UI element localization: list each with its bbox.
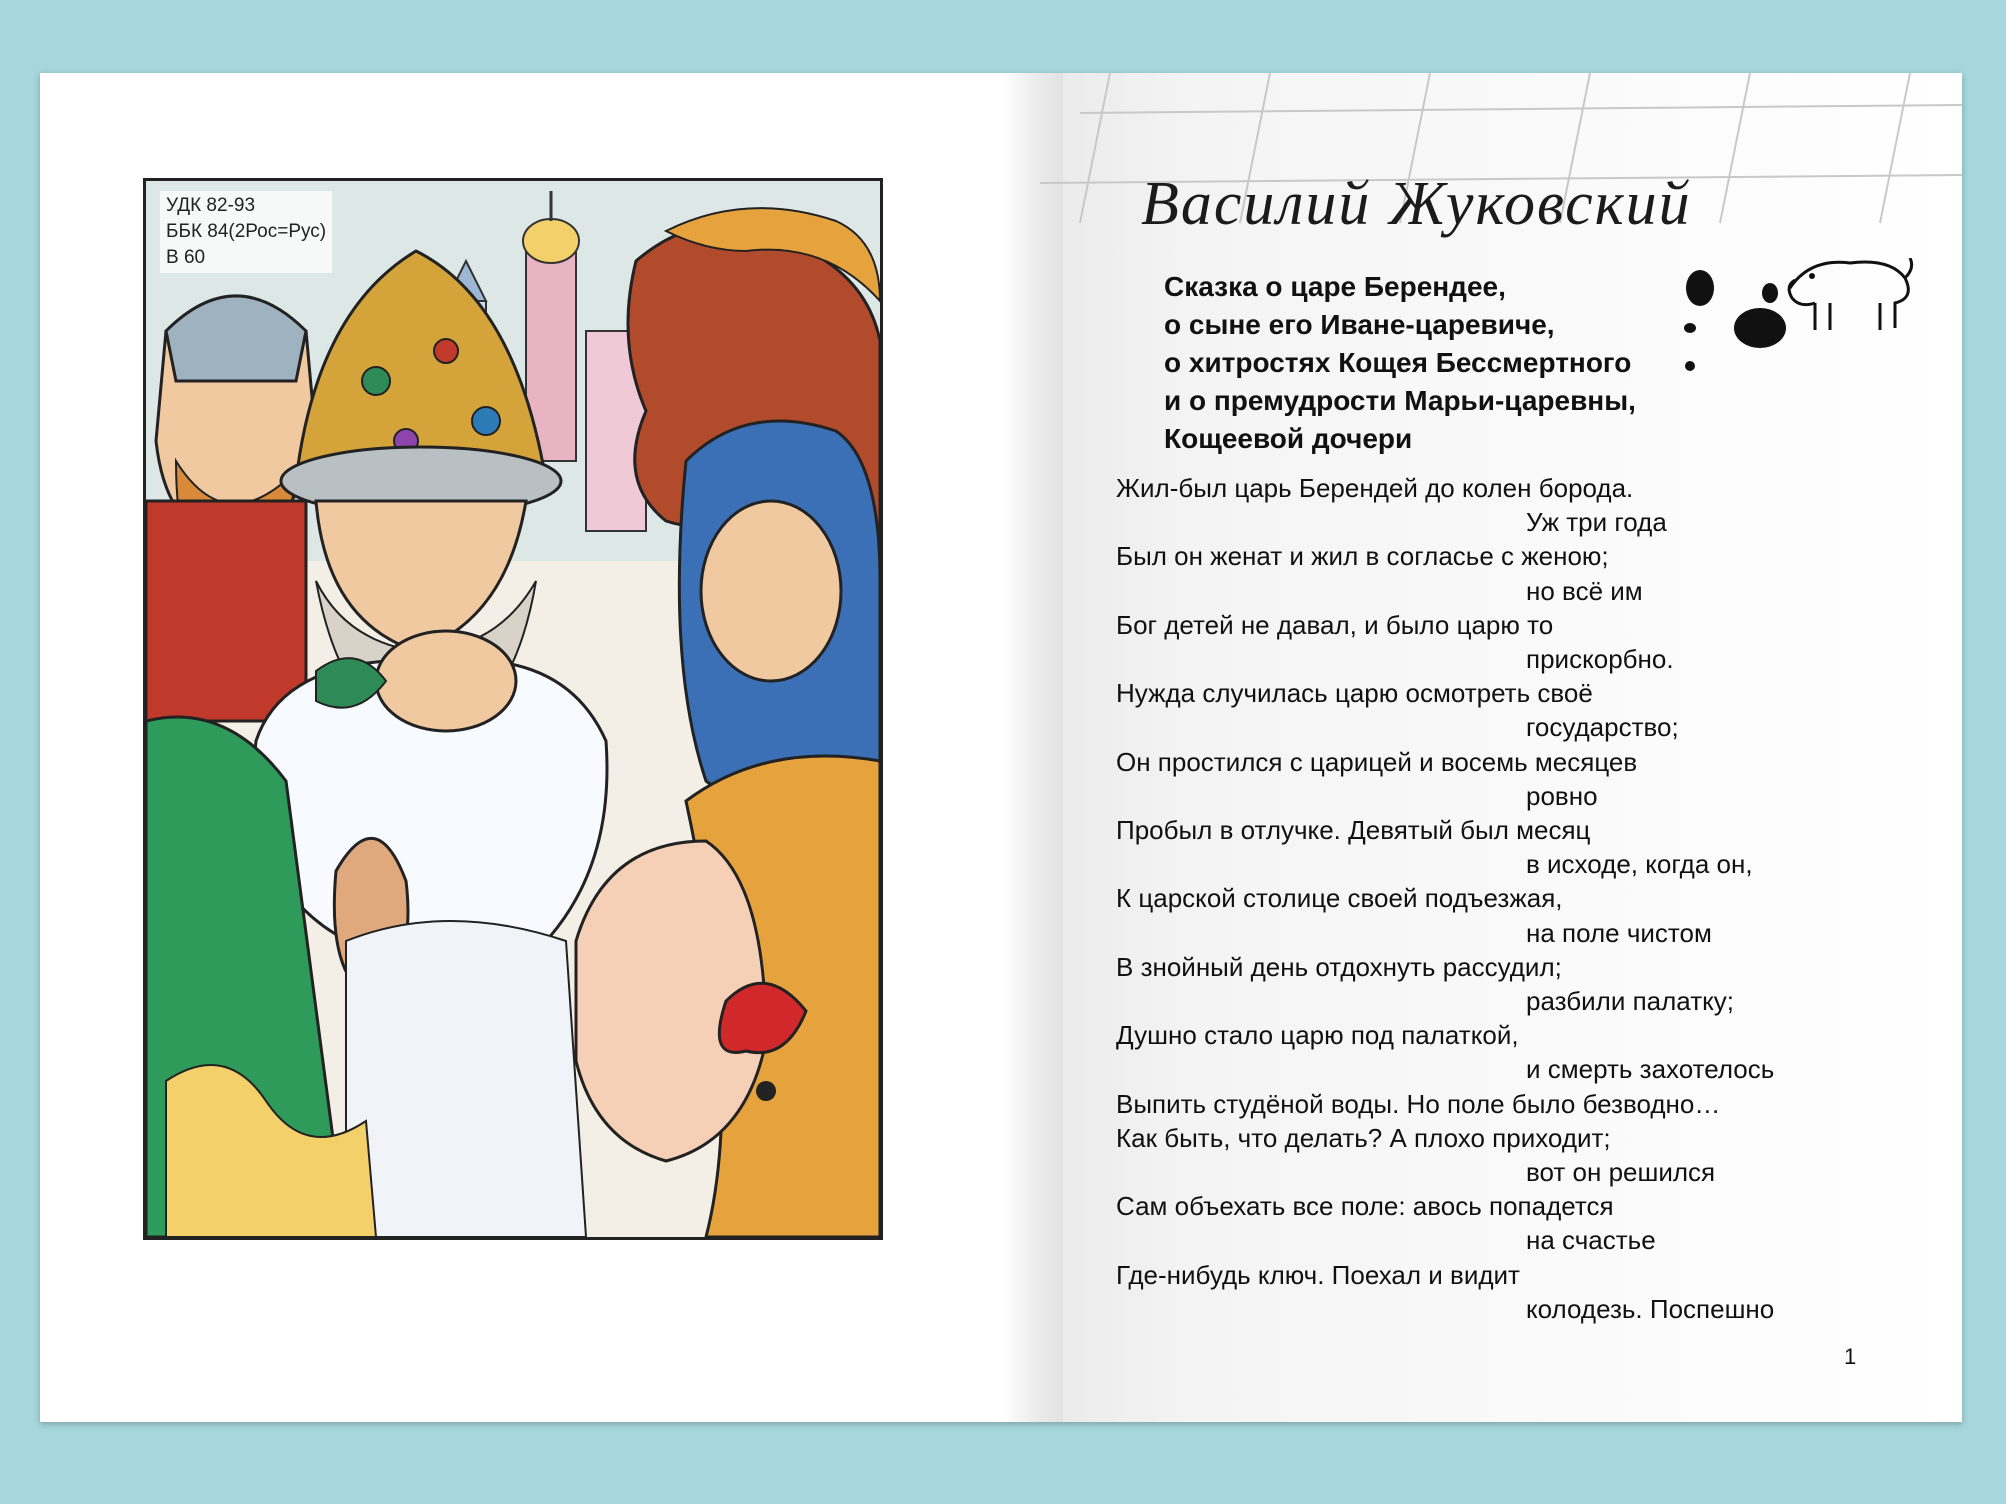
poem-line: Пробыл в отлучке. Девятый был месяц <box>1116 815 1591 846</box>
poem-line: но всё им <box>1526 575 1643 606</box>
poem-line: Уж три года <box>1526 507 1667 538</box>
page-number: 1 <box>1844 1344 1857 1369</box>
author-name: Василий Жуковский <box>1141 170 1692 238</box>
illustration-tsar-with-baby <box>143 178 883 1240</box>
ink-blot-elephant-icon <box>1680 258 1920 388</box>
poem-line: Он простился с царицей и восемь месяцев <box>1116 746 1638 777</box>
poem-line: ровно <box>1526 780 1598 811</box>
poem-line: Сам объехать все поле: авось попадется <box>1116 1191 1614 1222</box>
poem-line: Бог детей не давал, и было царю то <box>1116 609 1554 640</box>
title-line: Кощеевой дочери <box>1164 423 1413 454</box>
title-line: Сказка о царе Берендее, <box>1164 271 1506 302</box>
poem-line: К царской столице своей подъезжая, <box>1116 883 1563 914</box>
poem-line: вот он решился <box>1526 1157 1716 1188</box>
poem-line: колодезь. Поспешно <box>1526 1293 1775 1324</box>
poem-line: разбили палатку; <box>1526 986 1734 1017</box>
poem-line: прискорбно. <box>1526 644 1674 675</box>
poem-line: Был он женат и жил в согласье с женою; <box>1116 541 1609 572</box>
poem-line: Нужда случилась царю осмотреть своё <box>1116 678 1593 709</box>
author-code: В 60 <box>166 247 206 268</box>
poem-line: Душно стало царю под палаткой, <box>1116 1020 1519 1051</box>
poem-line: В знойный день отдохнуть рассудил; <box>1116 951 1562 982</box>
page-gutter <box>1003 73 1063 1422</box>
poem-line: в исходе, когда он, <box>1526 849 1753 880</box>
poem-line: на поле чистом <box>1526 917 1712 948</box>
udk-code: УДК 82-93 <box>166 195 256 216</box>
story-title <box>1164 268 1636 458</box>
poem-line: Жил-был царь Берендей до колен борода. <box>1116 473 1634 503</box>
title-line: о сыне его Иване-царевиче, <box>1164 309 1555 340</box>
bbk-code: ББК 84(2Рос=Рус) <box>166 221 327 242</box>
poem-line: Где-нибудь ключ. Поехал и видит <box>1116 1259 1520 1290</box>
poem-line: и смерть захотелось <box>1526 1054 1775 1085</box>
illustration-drawing <box>146 181 880 1237</box>
title-line: о хитростях Кощея Бессмертного <box>1164 347 1632 378</box>
poem-text <box>1116 471 1876 1326</box>
poem-line: Как быть, что делать? А плохо приходит; <box>1116 1122 1611 1153</box>
left-page <box>40 73 1003 1422</box>
poem-line: на счастье <box>1526 1225 1656 1256</box>
poem-line: Выпить студёной воды. Но поле было безводно… <box>1116 1088 1721 1119</box>
title-line: и о премудрости Марьи-царевны, <box>1164 385 1636 416</box>
poem-line: государство; <box>1526 712 1679 743</box>
book-spread <box>40 73 1962 1422</box>
